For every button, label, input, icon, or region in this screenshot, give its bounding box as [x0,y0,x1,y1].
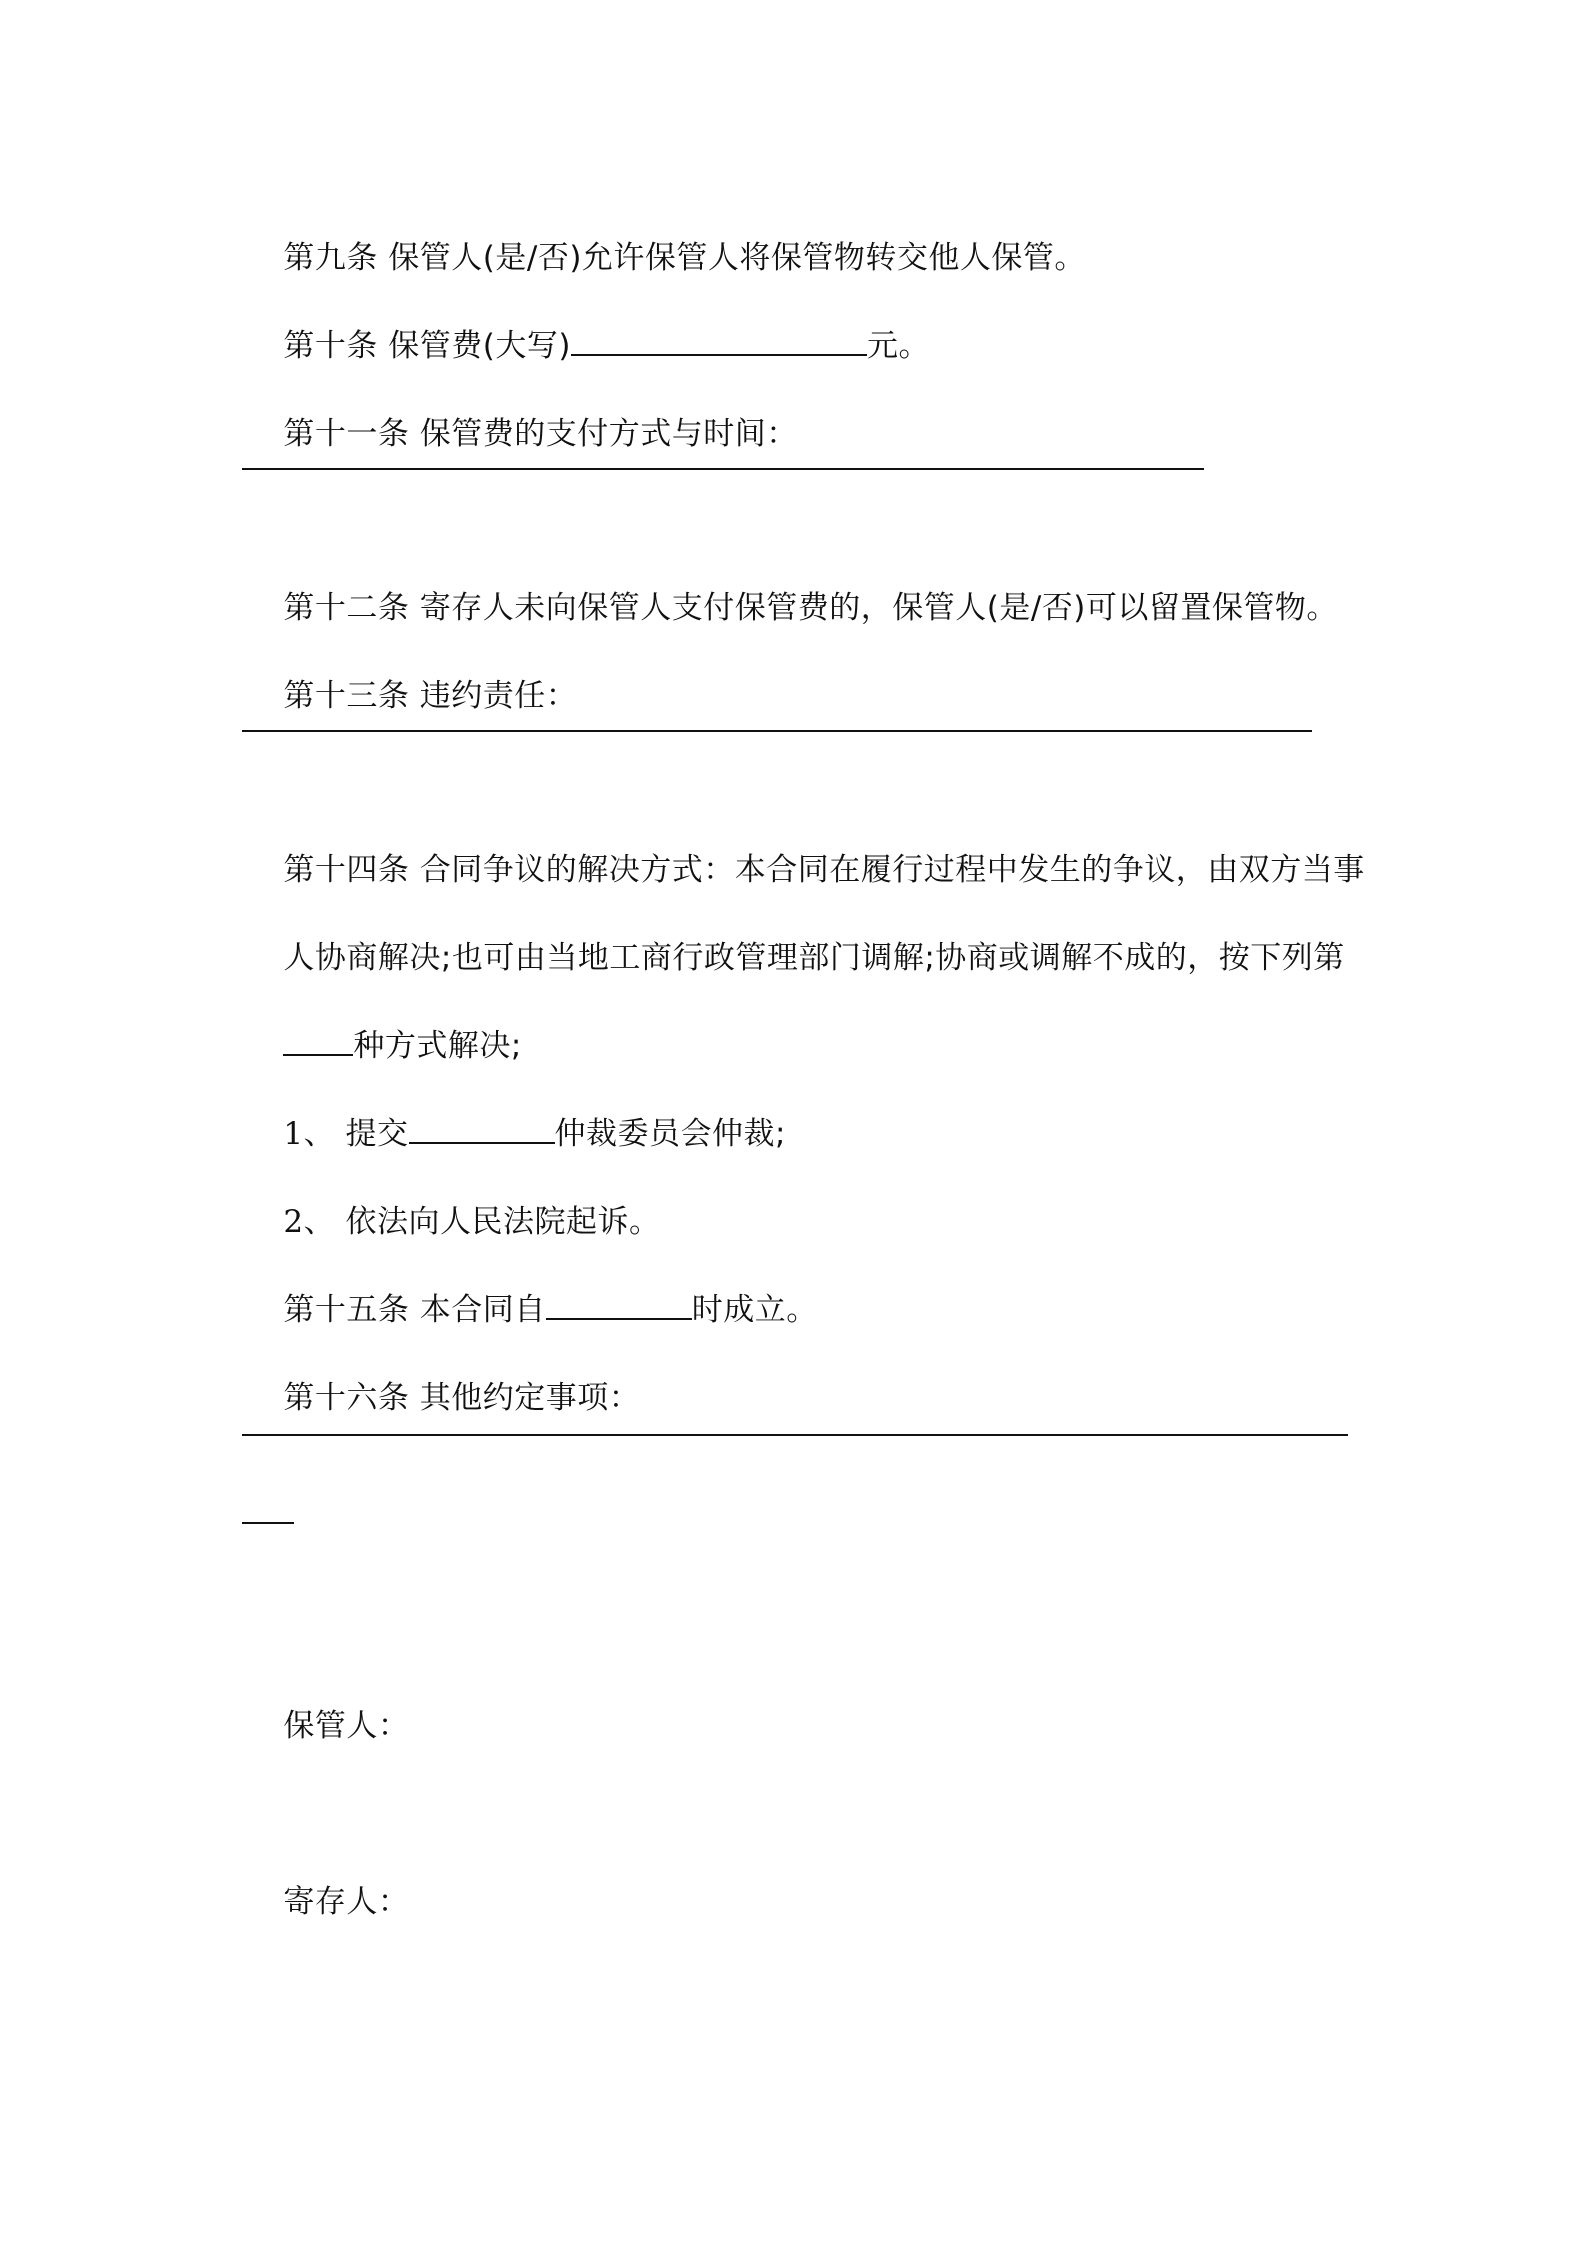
other-matters-blank-line-1[interactable] [242,1434,1348,1436]
other-matters-blank-line-2[interactable] [242,1522,294,1524]
article-14-text-2: 人协商解决;也可由当地工商行政管理部门调解;协商或调解不成的，按下列第 [283,940,1345,976]
article-11-text: 第十一条 保管费的支付方式与时间： [283,416,798,452]
option-1-prefix: 提交 [335,1116,409,1152]
article-12-text: 第十二条 寄存人未向保管人支付保管费的，保管人(是/否)可以留置保管物。 [283,590,1338,626]
article-13 [242,636,577,756]
option-2-text: 依法向人民法院起诉。 [335,1204,661,1240]
article-11 [242,374,798,494]
article-14-text-1: 第十四条 合同争议的解决方式：本合同在履行过程中发生的争议，由双方当事 [283,852,1365,888]
depositor-signature [242,1842,409,1962]
arbitration-commission-blank[interactable] [409,1116,555,1144]
payment-method-blank[interactable] [242,468,1204,470]
article-10-prefix: 第十条 保管费(大写) [283,328,571,364]
custodian-signature [242,1666,409,1786]
article-16-text: 第十六条 其他约定事项： [283,1380,641,1416]
article-16 [242,1338,640,1458]
article-10-suffix: 元。 [866,328,930,364]
option-1-suffix: 仲裁委员会仲裁; [554,1116,786,1152]
custodian-label: 保管人： [283,1708,410,1744]
article-15-suffix: 时成立。 [691,1292,818,1328]
article-14-text-3: 种方式解决; [353,1028,522,1064]
article-13-text: 第十三条 违约责任： [283,678,578,714]
option-2-number: 2、 [283,1204,336,1240]
liability-blank[interactable] [242,730,1312,732]
depositor-label: 寄存人： [283,1884,410,1920]
article-15-prefix: 第十五条 本合同自 [283,1292,546,1328]
option-1-number: 1、 [283,1116,336,1152]
fee-amount-blank[interactable] [571,328,867,356]
effective-time-blank[interactable] [546,1292,692,1320]
article-9-text: 第九条 保管人(是/否)允许保管人将保管物转交他人保管。 [283,240,1086,276]
method-number-blank[interactable] [283,1028,353,1056]
